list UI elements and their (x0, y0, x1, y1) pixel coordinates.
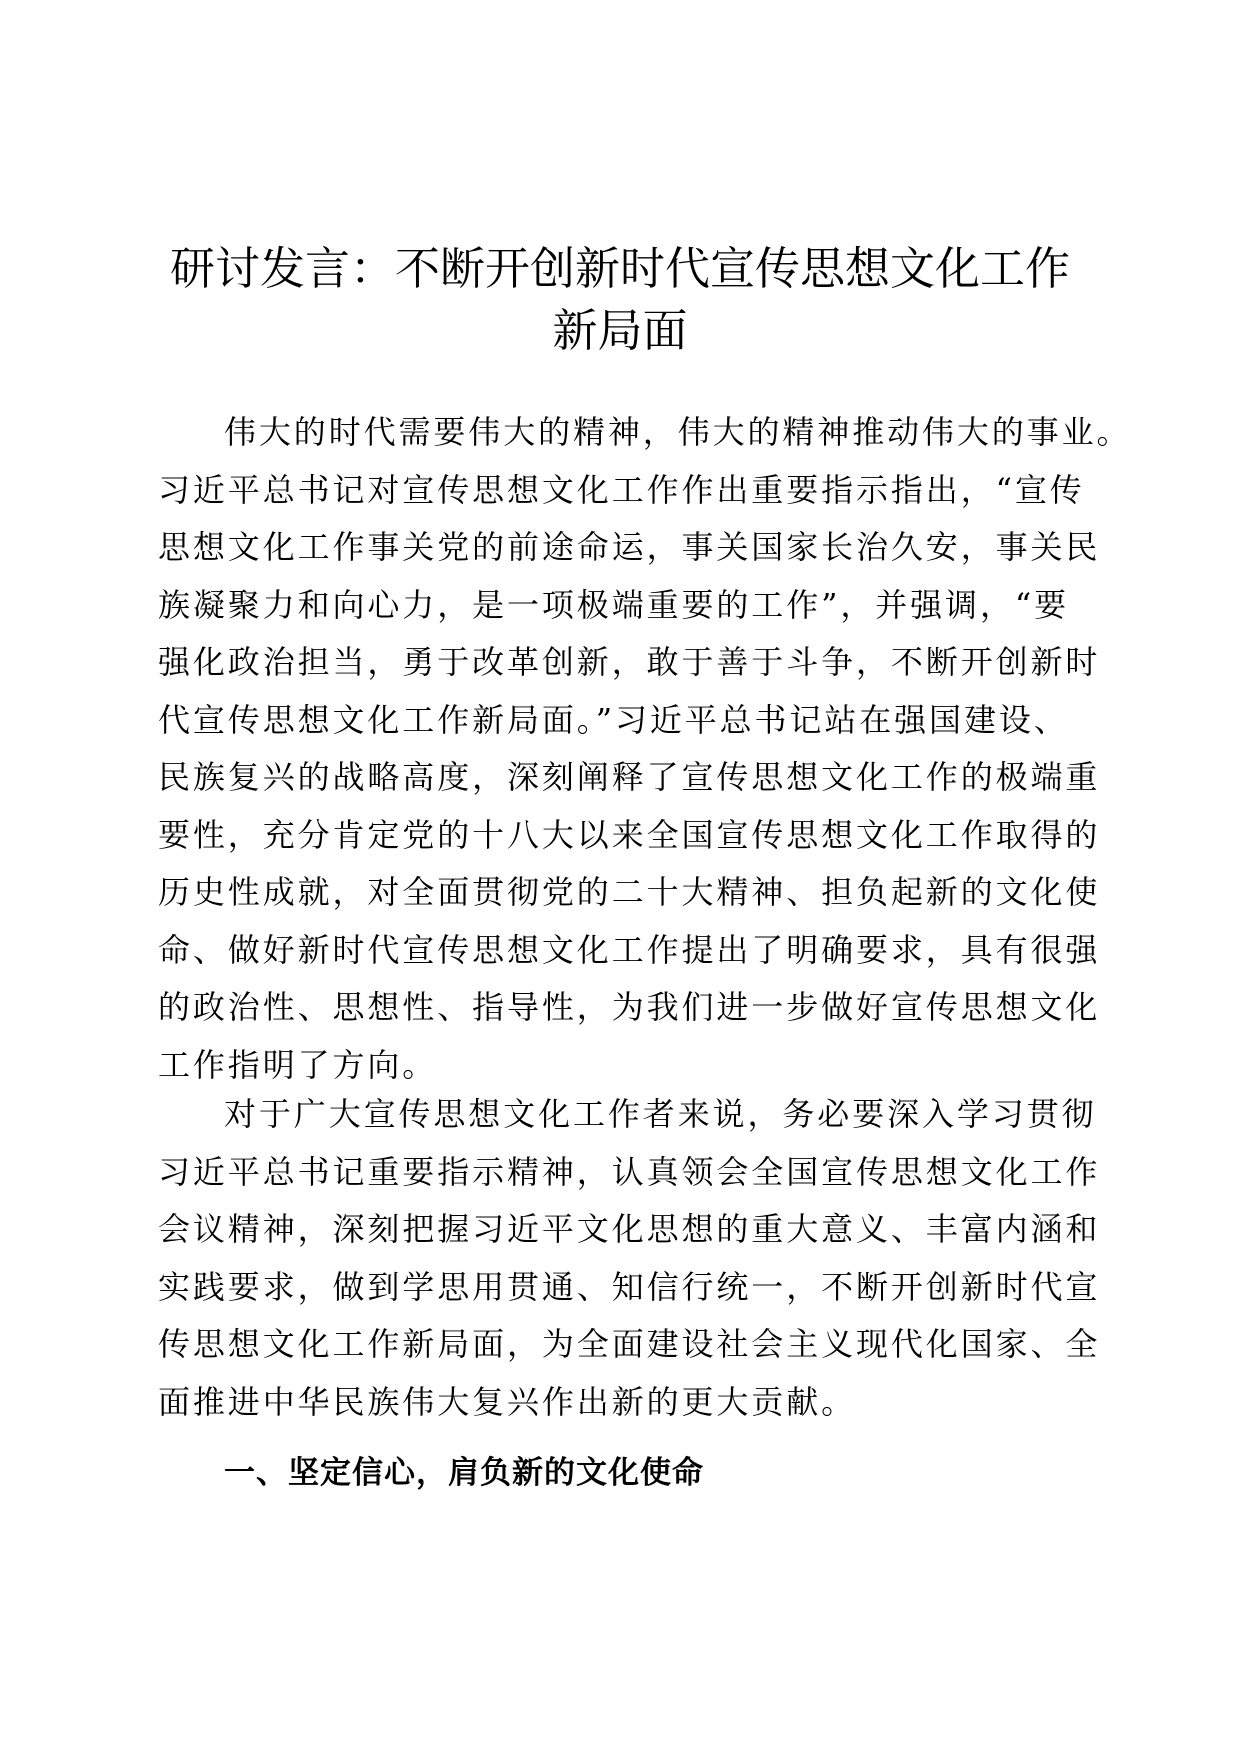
paragraph-line: 伟大的时代需要伟大的精神，伟大的精神推动伟大的事业。 (224, 413, 1132, 451)
title-line: 研讨发言：不断开创新时代宣传思想文化工作 (169, 242, 1070, 295)
paragraph-line: 对于广大宣传思想文化工作者来说，务必要深入学习贯彻 (224, 1095, 1097, 1133)
paragraph-line: 要性，充分肯定党的十八大以来全国宣传思想文化工作取得的 (158, 815, 1101, 854)
paragraph-line: 会议精神，深刻把握习近平文化思想的重大意义、丰富内涵和 (158, 1210, 1101, 1248)
paragraph-line: 习近平总书记重要指示精神，认真领会全国宣传思想文化工作 (158, 1152, 1101, 1191)
paragraph-line: 代宣传思想文化工作新局面。”习近平总书记站在强国建设、 (158, 700, 1069, 739)
paragraph-line: 命、做好新时代宣传思想文化工作提出了明确要求，具有很强 (158, 930, 1101, 969)
paragraph-line: 强化政治担当，勇于改革创新，敢于善于斗争，不断开创新时 (158, 643, 1101, 681)
paragraph-line: 传思想文化工作新局面，为全面建设社会主义现代化国家、全 (158, 1325, 1101, 1363)
title-line: 新局面 (552, 304, 688, 357)
paragraph-line: 历史性成就，对全面贯彻党的二十大精神、担负起新的文化使 (158, 873, 1101, 911)
paragraph-line: 思想文化工作事关党的前途命运，事关国家长治久安，事关民 (158, 528, 1101, 566)
document-title (140, 238, 1100, 362)
paragraph-line: 民族复兴的战略高度，深刻阐释了宣传思想文化工作的极端重 (158, 758, 1101, 796)
paragraph-line: 工作指明了方向。 (158, 1045, 438, 1084)
paragraph-line: 面推进中华民族伟大复兴作出新的更大贡献。 (158, 1382, 857, 1421)
section-heading: 一、坚定信心，肩负新的文化使命 (224, 1455, 704, 1491)
body-paragraph (158, 1086, 1101, 1431)
paragraph-line: 习近平总书记对宣传思想文化工作作出重要指示指出，“宣传 (158, 470, 1085, 509)
paragraph-line: 实践要求，做到学思用贯通、知信行统一，不断开创新时代宣 (158, 1267, 1101, 1306)
paragraph-line: 族凝聚力和向心力，是一项极端重要的工作”，并强调，“要 (158, 585, 1070, 624)
body-paragraph (158, 404, 1132, 1094)
paragraph-line: 的政治性、思想性、指导性，为我们进一步做好宣传思想文化 (158, 988, 1101, 1026)
